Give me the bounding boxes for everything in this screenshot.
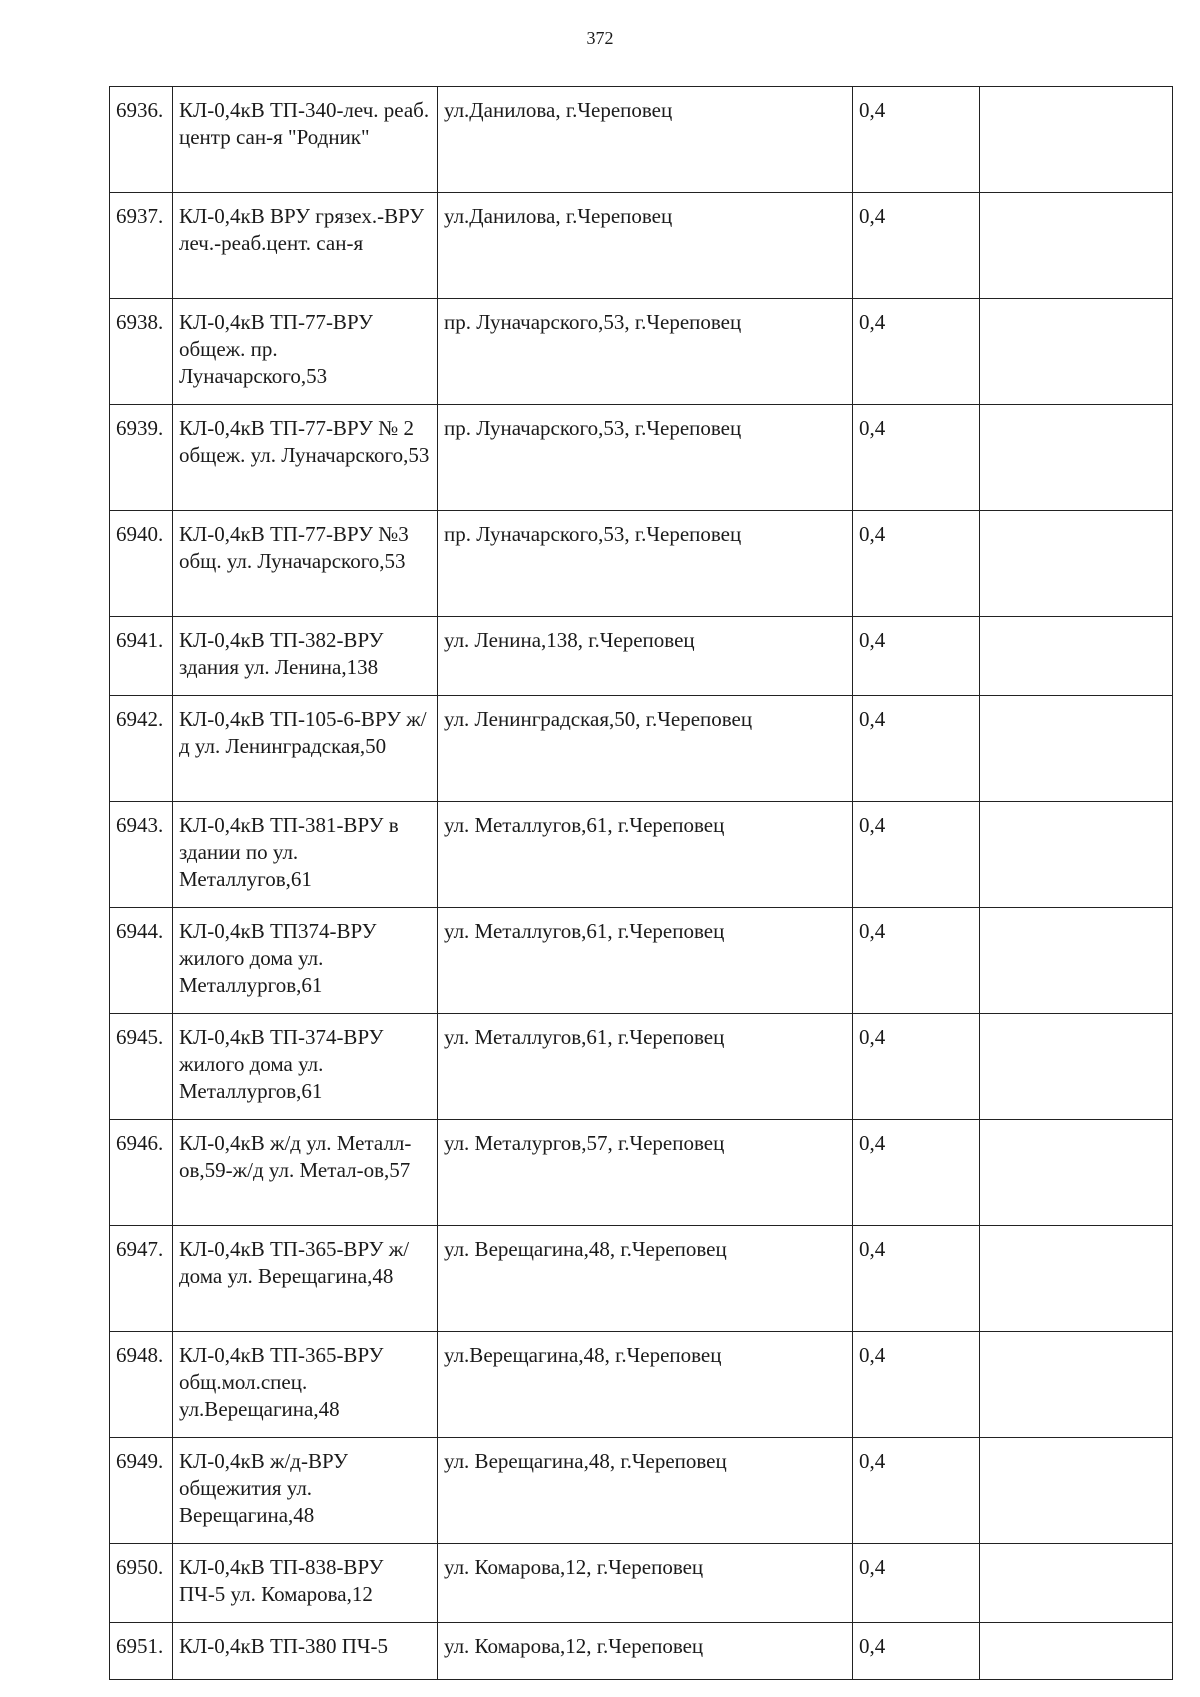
extra-cell <box>980 696 1173 802</box>
row-number: 6949. <box>110 1438 173 1544</box>
table-row <box>110 299 1173 405</box>
line-name: КЛ-0,4кВ ТП374-ВРУ жилого дома ул. Металлургов,61 <box>173 908 438 1014</box>
address: ул.Данилова, г.Череповец <box>438 87 853 193</box>
address: ул. Металлугов,61, г.Череповец <box>438 1014 853 1120</box>
voltage: 0,4 <box>853 405 980 511</box>
extra-cell <box>980 405 1173 511</box>
table-row <box>110 1623 1173 1680</box>
voltage: 0,4 <box>853 299 980 405</box>
address: ул. Ленинградская,50, г.Череповец <box>438 696 853 802</box>
extra-cell <box>980 617 1173 696</box>
line-name: КЛ-0,4кВ ТП-105-6-ВРУ ж/д ул. Ленинградская,50 <box>173 696 438 802</box>
voltage: 0,4 <box>853 511 980 617</box>
line-name: КЛ-0,4кВ ВРУ грязех.-ВРУ леч.-реаб.цент. сан-я <box>173 193 438 299</box>
table-row <box>110 87 1173 193</box>
extra-cell <box>980 802 1173 908</box>
row-number: 6939. <box>110 405 173 511</box>
row-number: 6938. <box>110 299 173 405</box>
line-name: КЛ-0,4кВ ТП-77-ВРУ №3 общ. ул. Луначарского,53 <box>173 511 438 617</box>
voltage: 0,4 <box>853 1014 980 1120</box>
row-number: 6943. <box>110 802 173 908</box>
line-name: КЛ-0,4кВ ТП-365-ВРУ общ.мол.спец. ул.Верещагина,48 <box>173 1332 438 1438</box>
table-row <box>110 193 1173 299</box>
line-name: КЛ-0,4кВ ТП-374-ВРУ жилого дома ул. Металлургов,61 <box>173 1014 438 1120</box>
extra-cell <box>980 299 1173 405</box>
table-row <box>110 802 1173 908</box>
address: ул.Верещагина,48, г.Череповец <box>438 1332 853 1438</box>
table-row <box>110 1014 1173 1120</box>
row-number: 6944. <box>110 908 173 1014</box>
voltage: 0,4 <box>853 1226 980 1332</box>
line-name: КЛ-0,4кВ ТП-838-ВРУ ПЧ-5 ул. Комарова,12 <box>173 1544 438 1623</box>
voltage: 0,4 <box>853 193 980 299</box>
extra-cell <box>980 908 1173 1014</box>
row-number: 6937. <box>110 193 173 299</box>
line-name: КЛ-0,4кВ ТП-77-ВРУ общеж. пр. Луначарского,53 <box>173 299 438 405</box>
table-row <box>110 1120 1173 1226</box>
row-number: 6936. <box>110 87 173 193</box>
line-name: КЛ-0,4кВ ТП-340-леч. реаб. центр сан-я "Родник" <box>173 87 438 193</box>
line-name: КЛ-0,4кВ ТП-381-ВРУ в здании по ул. Металлугов,61 <box>173 802 438 908</box>
voltage: 0,4 <box>853 802 980 908</box>
address: ул. Верещагина,48, г.Череповец <box>438 1226 853 1332</box>
voltage: 0,4 <box>853 696 980 802</box>
row-number: 6945. <box>110 1014 173 1120</box>
table-row <box>110 1226 1173 1332</box>
voltage: 0,4 <box>853 1120 980 1226</box>
address: ул. Комарова,12, г.Череповец <box>438 1544 853 1623</box>
row-number: 6947. <box>110 1226 173 1332</box>
address: ул. Металургов,57, г.Череповец <box>438 1120 853 1226</box>
row-number: 6951. <box>110 1623 173 1680</box>
address: ул. Ленина,138, г.Череповец <box>438 617 853 696</box>
address: пр. Луначарского,53, г.Череповец <box>438 405 853 511</box>
line-name: КЛ-0,4кВ ТП-365-ВРУ ж/дома ул. Верещагина,48 <box>173 1226 438 1332</box>
extra-cell <box>980 1014 1173 1120</box>
voltage: 0,4 <box>853 1438 980 1544</box>
address: ул.Данилова, г.Череповец <box>438 193 853 299</box>
extra-cell <box>980 1332 1173 1438</box>
extra-cell <box>980 87 1173 193</box>
table-row <box>110 696 1173 802</box>
extra-cell <box>980 1623 1173 1680</box>
line-name: КЛ-0,4кВ ТП-382-ВРУ здания ул. Ленина,138 <box>173 617 438 696</box>
row-number: 6940. <box>110 511 173 617</box>
address: пр. Луначарского,53, г.Череповец <box>438 511 853 617</box>
voltage: 0,4 <box>853 87 980 193</box>
voltage: 0,4 <box>853 908 980 1014</box>
table-row <box>110 908 1173 1014</box>
table-row <box>110 1438 1173 1544</box>
row-number: 6948. <box>110 1332 173 1438</box>
line-name: КЛ-0,4кВ ТП-380 ПЧ-5 <box>173 1623 438 1680</box>
table-row <box>110 511 1173 617</box>
address: ул. Верещагина,48, г.Череповец <box>438 1438 853 1544</box>
extra-cell <box>980 1120 1173 1226</box>
registry-table <box>109 86 1173 1680</box>
table-row <box>110 1332 1173 1438</box>
voltage: 0,4 <box>853 1623 980 1680</box>
line-name: КЛ-0,4кВ ж/д-ВРУ общежития ул. Верещагина,48 <box>173 1438 438 1544</box>
extra-cell <box>980 1544 1173 1623</box>
row-number: 6942. <box>110 696 173 802</box>
table-row <box>110 405 1173 511</box>
extra-cell <box>980 193 1173 299</box>
line-name: КЛ-0,4кВ ж/д ул. Металл-ов,59-ж/д ул. Метал-ов,57 <box>173 1120 438 1226</box>
table-row <box>110 1544 1173 1623</box>
table-row <box>110 617 1173 696</box>
voltage: 0,4 <box>853 617 980 696</box>
address: ул. Металлугов,61, г.Череповец <box>438 802 853 908</box>
row-number: 6941. <box>110 617 173 696</box>
line-name: КЛ-0,4кВ ТП-77-ВРУ № 2 общеж. ул. Луначарского,53 <box>173 405 438 511</box>
extra-cell <box>980 1438 1173 1544</box>
row-number: 6950. <box>110 1544 173 1623</box>
address: ул. Металлугов,61, г.Череповец <box>438 908 853 1014</box>
row-number: 6946. <box>110 1120 173 1226</box>
voltage: 0,4 <box>853 1544 980 1623</box>
extra-cell <box>980 1226 1173 1332</box>
address: ул. Комарова,12, г.Череповец <box>438 1623 853 1680</box>
address: пр. Луначарского,53, г.Череповец <box>438 299 853 405</box>
voltage: 0,4 <box>853 1332 980 1438</box>
page-number: 372 <box>586 28 614 48</box>
extra-cell <box>980 511 1173 617</box>
